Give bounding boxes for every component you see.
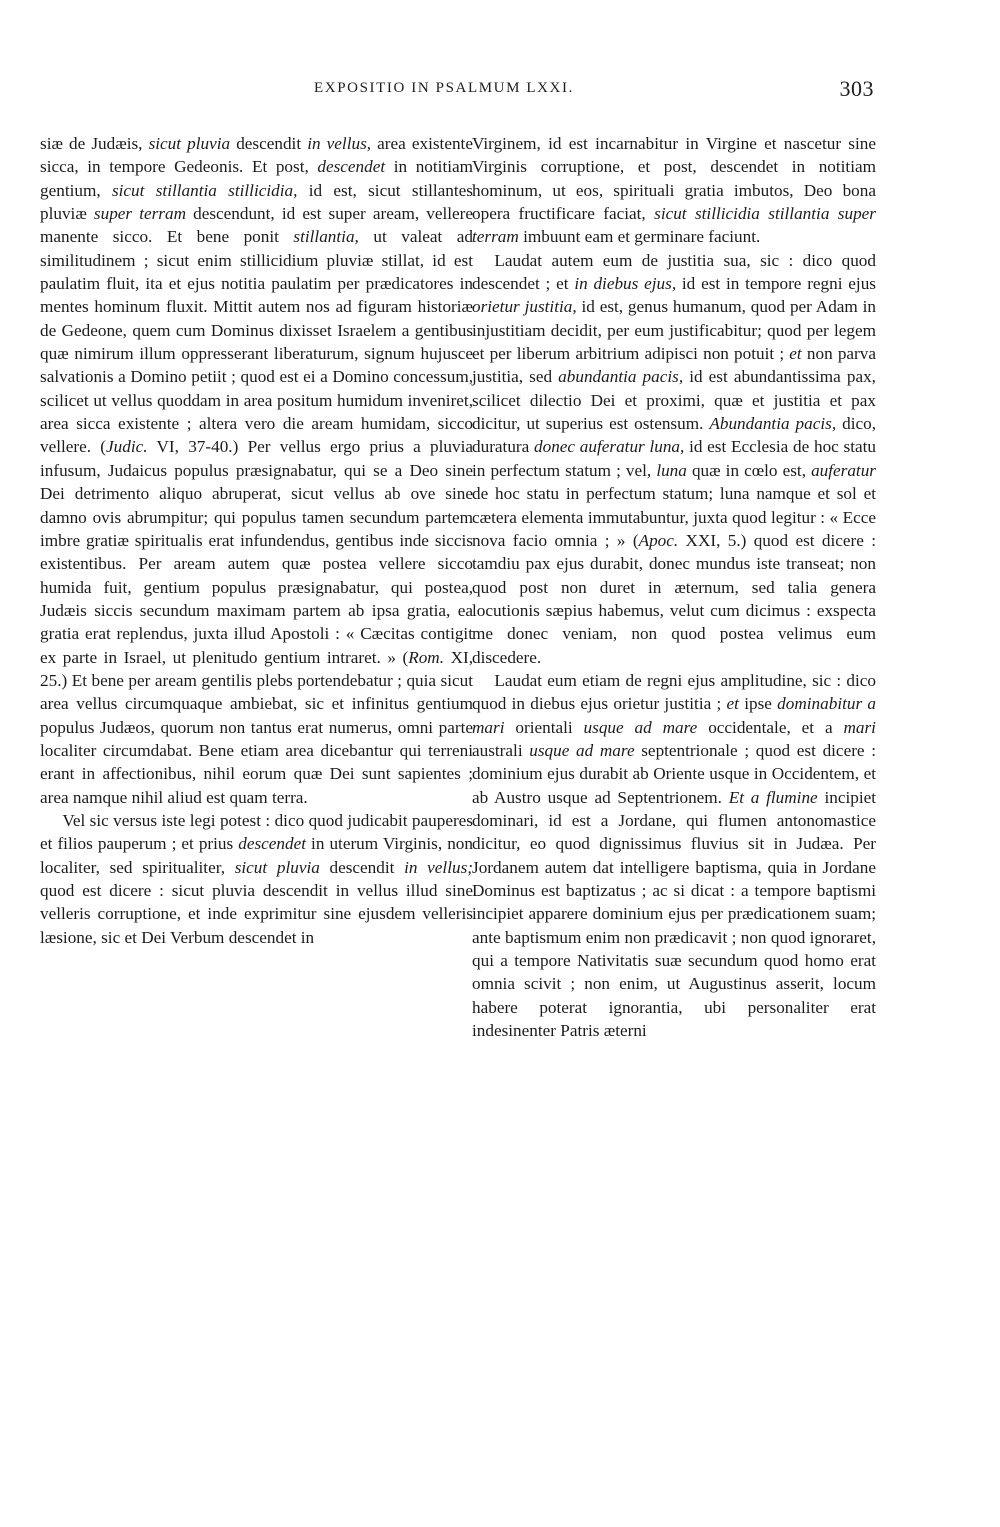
- text-run: area existente sicca, in tempore Gedeonis. Et post,: [40, 134, 473, 177]
- italic-run: sicut pluvia: [148, 134, 231, 153]
- italic-run: auferatur: [811, 460, 876, 480]
- italic-run: sicut pluvia: [234, 857, 320, 877]
- text-run: quæ in cœlo est,: [686, 460, 812, 480]
- text-run: dico, duratura: [472, 414, 876, 457]
- text-run: VI, 37-40.) Per vellus ergo prius a pluvia infusum, Judaicus populus præsignabatur, qui se a Deo sine Dei detrimento aliquo abruperat, sicut vellus ab ove sine damno ovis abrumpitur; qui populus tamen secundum partem imbre gratiæ spiritualis erat infundendus, gentibus inde siccis existentibus. Per aream autem quæ postea vellere sicco humida fuit, gentium populus præsignabatur, qui postea, Judæis siccis secundum maximam partem ab ipsa gratia, ea gratia erat replendus, juxta illud Apostoli : « Cæcitas contigit ex parte in Israel, ut plenitudo gentium intraret. » (: [40, 437, 473, 667]
- italic-run: Abundantia pacis,: [709, 414, 837, 434]
- text-run: descendunt, id est super aream, vellere manente sicco. Et bene ponit: [40, 204, 473, 247]
- paragraph: [40, 132, 473, 809]
- text-run: incipiet dominari, id est a Jordane, qui flumen antonomastice dicitur, eo quod dignissimus fluvius sit in Judæa. Per Jordanem autem dat intelligere baptisma, quia in Jordane Dominus est baptizatus ; ac si dicat : a tempore baptismi incipiet apparere dominium ejus per prædicationem suam; ante baptismum enim non prædicavit ; non quod ignoraret, qui a tempore Nativitatis suæ secundum quod homo erat omnia scivit ; non enim, ut Augustinus asserit, locum habere poterat ignorantia, ubi personaliter erat indesinenter Patris æterni: [472, 787, 876, 1041]
- text-run: occidentale, et a: [697, 717, 844, 737]
- italic-run: in vellus;: [404, 857, 473, 877]
- text-run: siæ de Judæis,: [40, 134, 149, 153]
- text-run: descendit: [230, 134, 308, 153]
- italic-run: usque ad mare: [529, 740, 635, 760]
- italic-run: Judic.: [106, 437, 148, 457]
- italic-run: descendet: [238, 834, 307, 854]
- text-run: orientali: [504, 717, 584, 737]
- text-run: XXI, 5.) quod est dicere : tamdiu pax ejus durabit, donec mundus iste transeat; non quod post non duret in æternum, sed talia genera locutionis sæpius habemus, velut cum dicimus : exspecta me donec veniam, non quod postea velimus eum discedere.: [472, 530, 876, 667]
- italic-run: super terram: [93, 204, 186, 224]
- paragraph: [472, 669, 876, 1043]
- text-run: id est, genus humanum, quod per Adam in injustitiam decidit, per eum justificabitur; quod per legem et per liberum arbitrium adipisci non potuit ;: [472, 297, 877, 364]
- text-run: de hoc statu in perfectum statum; luna namque et sol et cætera elementa immutabuntur, juxta quod legitur : « Ecce nova facio omnia ; » (: [472, 484, 876, 550]
- text-run: ipse: [738, 694, 778, 714]
- italic-run: orietur justitia,: [472, 297, 577, 317]
- text-run: id est Ecclesia de hoc statu in perfectum statum ; vel,: [472, 437, 877, 480]
- italic-run: descendet: [317, 157, 386, 177]
- italic-run: sicut stillantia stillicidia,: [111, 180, 298, 200]
- italic-run: et: [726, 694, 739, 714]
- paragraph: [472, 132, 876, 249]
- paragraph: [472, 249, 876, 669]
- text-run: Vel sic versus iste legi potest : dico quod judicabit pauperes et filios pauperum ; et prius: [40, 810, 473, 854]
- text-run: imbuunt eam et germinare faciunt.: [518, 227, 761, 247]
- italic-run: sicut stillicidia stillantia super terram: [472, 204, 876, 247]
- italic-run: in diebus ejus,: [574, 274, 677, 294]
- text-run: Virginem, id est incarnabitur in Virgine et nascetur sine Virginis corruptione, et post, descendet in notitiam hominum, ut eos, spirituali gratia imbutos, Deo bona opera fructificare faciat,: [472, 134, 876, 224]
- text-run: ut valeat ad similitudinem ; sicut enim stillicidium pluviæ stillat, id est paulatim fluit, ita et ejus notitia paulatim per prædicatores in mentes hominum fluxit. Mittit autem nos ad figuram historiæ de Gedeone, quem cum Dominus dixisset Israelem a gentibus quæ nimirum illum oppresserant liberaturum, signum hujusce salvationis a Domino petiit ; quod est ei a Domino concessum, scilicet ut vellus quoddam in area positum humidum inveniret, area sicca existente ; altera vero die aream humidam, sicco vellere. (: [40, 227, 473, 457]
- text-run: septentrionale ; quod est dicere : dominium ejus durabit ab Oriente usque in Occidentem, et ab Austro usque ad Septentrionem.: [472, 740, 876, 807]
- italic-run: in vellus,: [307, 134, 372, 153]
- paragraph: [40, 809, 473, 949]
- italic-run: et: [789, 344, 802, 364]
- italic-run: luna: [656, 460, 687, 480]
- italic-run: usque ad mare: [583, 717, 698, 737]
- right-column: [472, 132, 876, 1042]
- text-run: descendit: [319, 857, 405, 877]
- italic-run: stillantia,: [293, 227, 359, 247]
- text-run: in uterum Virginis, non localiter, sed spiritualiter,: [40, 834, 473, 877]
- italic-run: donec auferatur luna,: [534, 437, 685, 457]
- text-run: Laudat eum etiam de regni ejus amplitudine, sic : dico quod in diebus ejus orietur justitia ;: [472, 670, 876, 714]
- text-run: quod est dicere : sicut pluvia descendit in vellus illud sine velleris corruptione, et inde exprimitur sine ejusdem velleris læsione, sic et Dei Verbum descendet in: [40, 881, 473, 947]
- italic-run: Et a flumine: [728, 787, 818, 807]
- running-title: EXPOSITIO IN PSALMUM LXXI.: [314, 80, 574, 96]
- italic-run: Rom.: [408, 647, 445, 667]
- italic-run: mari: [843, 717, 876, 737]
- text-run: non parva justitia, sed: [472, 344, 877, 387]
- page-number: 303: [839, 76, 874, 101]
- italic-run: abundantia pacis,: [558, 367, 684, 387]
- text-run: XI, 25.) Et bene per aream gentilis plebs portendebatur ; quia sicut area vellus circumquaque ambiebat, sic et infinitus gentium populus Judæos, quorum non tantus erat numerus, omni parte localiter circumdabat. Bene etiam area dicebantur qui terreni erant in affectionibus, nihil eorum quæ Dei sunt sapientes ; area namque nihil aliud est quam terra.: [40, 647, 473, 807]
- text-run: australi: [472, 740, 530, 760]
- text-run: Laudat autem eum de justitia sua, sic : dico quod descendet ; et: [472, 250, 876, 294]
- left-column: [40, 132, 473, 949]
- text-run: id est in tempore regni ejus: [676, 274, 876, 294]
- text-run: in notitiam gentium,: [40, 157, 473, 200]
- italic-run: dominabitur a mari: [472, 694, 877, 737]
- text-run: id est, sicut stillantes pluviæ: [40, 180, 473, 224]
- italic-run: Apoc.: [638, 530, 679, 550]
- text-run: id est abundantissima pax, scilicet dilectio Dei et proximi, quæ et justitia et pax dicitur, ut superius est ostensum.: [472, 367, 876, 434]
